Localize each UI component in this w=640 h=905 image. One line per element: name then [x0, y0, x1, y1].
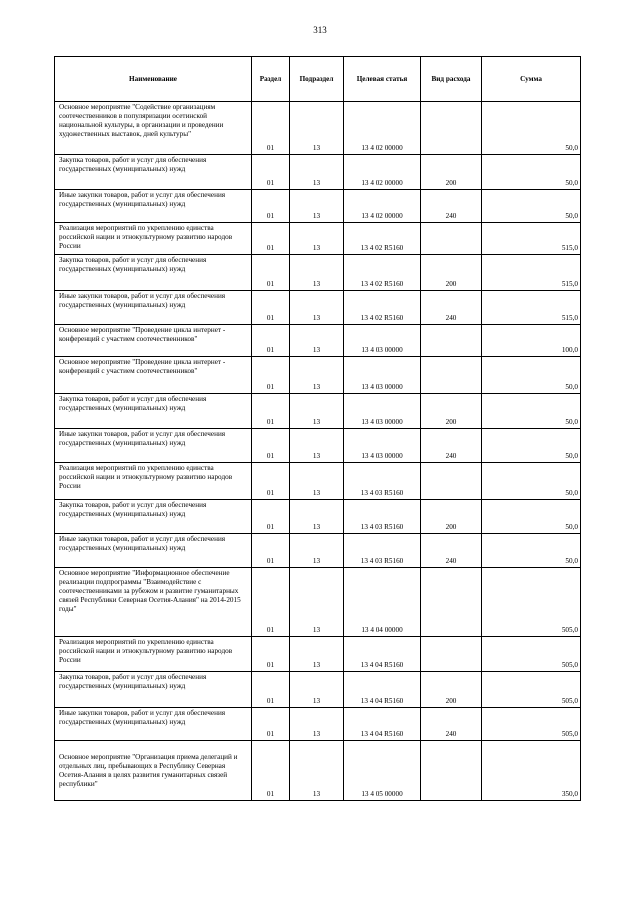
row-name: Иные закупки товаров, работ и услуг для обеспечения государственных (муниципальных) нужд [55, 708, 252, 741]
row-expense: 200 [421, 394, 482, 429]
row-subsection: 13 [290, 357, 344, 394]
header-name: Наименование [55, 57, 252, 102]
row-target: 13 4 05 00000 [344, 741, 421, 801]
row-target: 13 4 03 00000 [344, 429, 421, 463]
row-target: 13 4 02 00000 [344, 190, 421, 223]
row-subsection: 13 [290, 325, 344, 357]
row-expense [421, 357, 482, 394]
row-name: Реализация мероприятий по укреплению единства российской нации и этнокультурному развитию народов России [55, 223, 252, 255]
row-subsection: 13 [290, 708, 344, 741]
row-expense: 200 [421, 255, 482, 291]
table-row [55, 672, 581, 708]
row-expense [421, 223, 482, 255]
row-sum: 505,0 [482, 708, 581, 741]
row-expense [421, 568, 482, 637]
row-expense [421, 741, 482, 801]
row-subsection: 13 [290, 255, 344, 291]
row-sum: 50,0 [482, 155, 581, 190]
header-subsection: Подраздел [290, 57, 344, 102]
header-target: Целевая статья [344, 57, 421, 102]
row-expense: 200 [421, 155, 482, 190]
table-row [55, 463, 581, 500]
row-subsection: 13 [290, 741, 344, 801]
row-sum: 50,0 [482, 190, 581, 223]
budget-table [54, 56, 581, 801]
row-name: Основное мероприятие "Содействие организациям соотечественников в популяризации осетинской национальной культуры, в организации и проведении художественных выставок, дней культуры" [55, 102, 252, 155]
row-section: 01 [252, 500, 290, 534]
row-expense [421, 325, 482, 357]
row-name: Иные закупки товаров, работ и услуг для обеспечения государственных (муниципальных) нужд [55, 429, 252, 463]
table-row [55, 741, 581, 801]
header-sum: Сумма [482, 57, 581, 102]
header-section: Раздел [252, 57, 290, 102]
row-name: Основное мероприятие "Проведение цикла интернет - конференций с участием соотечественников" [55, 325, 252, 357]
row-sum: 50,0 [482, 357, 581, 394]
row-sum: 515,0 [482, 291, 581, 325]
table-row [55, 568, 581, 637]
row-section: 01 [252, 102, 290, 155]
row-target: 13 4 03 00000 [344, 394, 421, 429]
row-expense: 240 [421, 534, 482, 568]
row-subsection: 13 [290, 500, 344, 534]
row-section: 01 [252, 708, 290, 741]
row-subsection: 13 [290, 190, 344, 223]
table-row [55, 255, 581, 291]
row-subsection: 13 [290, 672, 344, 708]
table-row [55, 325, 581, 357]
row-target: 13 4 04 R5160 [344, 637, 421, 672]
row-subsection: 13 [290, 568, 344, 637]
row-name: Реализация мероприятий по укреплению единства российской нации и этнокультурному развитию народов России [55, 463, 252, 500]
table-row [55, 429, 581, 463]
row-expense: 200 [421, 672, 482, 708]
row-section: 01 [252, 255, 290, 291]
page-number: 313 [313, 25, 327, 35]
row-sum: 100,0 [482, 325, 581, 357]
row-target: 13 4 03 00000 [344, 357, 421, 394]
row-name: Основное мероприятие "Информационное обеспечение реализации подпрограммы "Взаимодействие с соотечественниками за рубежом и развитие гуманитарных связей Республики Северная Осетия-Алания" на 2014-2015 годы" [55, 568, 252, 637]
row-section: 01 [252, 429, 290, 463]
row-sum: 50,0 [482, 463, 581, 500]
row-name: Реализация мероприятий по укреплению единства российской нации и этнокультурному развитию народов России [55, 637, 252, 672]
row-section: 01 [252, 291, 290, 325]
row-sum: 505,0 [482, 637, 581, 672]
row-expense [421, 637, 482, 672]
row-section: 01 [252, 190, 290, 223]
row-section: 01 [252, 637, 290, 672]
row-target: 13 4 02 R5160 [344, 255, 421, 291]
row-subsection: 13 [290, 463, 344, 500]
row-section: 01 [252, 568, 290, 637]
table-row [55, 637, 581, 672]
row-section: 01 [252, 357, 290, 394]
row-target: 13 4 02 00000 [344, 155, 421, 190]
row-subsection: 13 [290, 534, 344, 568]
row-expense: 200 [421, 500, 482, 534]
table-row [55, 708, 581, 741]
row-name: Иные закупки товаров, работ и услуг для обеспечения государственных (муниципальных) нужд [55, 190, 252, 223]
row-expense: 240 [421, 190, 482, 223]
row-subsection: 13 [290, 637, 344, 672]
row-sum: 50,0 [482, 534, 581, 568]
row-name: Закупка товаров, работ и услуг для обеспечения государственных (муниципальных) нужд [55, 255, 252, 291]
row-target: 13 4 02 R5160 [344, 291, 421, 325]
row-target: 13 4 04 R5160 [344, 672, 421, 708]
row-name: Иные закупки товаров, работ и услуг для обеспечения государственных (муниципальных) нужд [55, 291, 252, 325]
row-sum: 505,0 [482, 672, 581, 708]
row-sum: 50,0 [482, 102, 581, 155]
row-name: Закупка товаров, работ и услуг для обеспечения государственных (муниципальных) нужд [55, 672, 252, 708]
row-target: 13 4 04 R5160 [344, 708, 421, 741]
row-section: 01 [252, 325, 290, 357]
row-sum: 50,0 [482, 429, 581, 463]
table-row [55, 155, 581, 190]
row-section: 01 [252, 463, 290, 500]
row-sum: 515,0 [482, 223, 581, 255]
row-sum: 505,0 [482, 568, 581, 637]
row-expense: 240 [421, 429, 482, 463]
row-subsection: 13 [290, 223, 344, 255]
row-sum: 50,0 [482, 394, 581, 429]
table-row [55, 500, 581, 534]
row-sum: 50,0 [482, 500, 581, 534]
row-target: 13 4 03 R5160 [344, 463, 421, 500]
row-section: 01 [252, 534, 290, 568]
row-name: Закупка товаров, работ и услуг для обеспечения государственных (муниципальных) нужд [55, 394, 252, 429]
table-row [55, 223, 581, 255]
row-expense: 240 [421, 291, 482, 325]
row-target: 13 4 03 R5160 [344, 534, 421, 568]
row-section: 01 [252, 672, 290, 708]
row-section: 01 [252, 741, 290, 801]
table-row [55, 357, 581, 394]
row-section: 01 [252, 155, 290, 190]
row-target: 13 4 03 00000 [344, 325, 421, 357]
table-row [55, 102, 581, 155]
row-name: Закупка товаров, работ и услуг для обеспечения государственных (муниципальных) нужд [55, 500, 252, 534]
row-subsection: 13 [290, 429, 344, 463]
header-expense: Вид расхода [421, 57, 482, 102]
table-row [55, 534, 581, 568]
row-sum: 515,0 [482, 255, 581, 291]
row-name: Основное мероприятие "Проведение цикла интернет - конференций с участием соотечественников" [55, 357, 252, 394]
row-subsection: 13 [290, 394, 344, 429]
table-row [55, 394, 581, 429]
row-name: Закупка товаров, работ и услуг для обеспечения государственных (муниципальных) нужд [55, 155, 252, 190]
row-section: 01 [252, 394, 290, 429]
table-row [55, 190, 581, 223]
row-target: 13 4 03 R5160 [344, 500, 421, 534]
row-subsection: 13 [290, 155, 344, 190]
row-section: 01 [252, 223, 290, 255]
row-name: Основное мероприятие "Организация приема делегаций и отдельных лиц, пребывающих в Республику Северная Осетия-Алания в целях развития гуманитарных связей республики" [55, 741, 252, 801]
row-expense [421, 463, 482, 500]
row-expense [421, 102, 482, 155]
row-target: 13 4 02 00000 [344, 102, 421, 155]
row-subsection: 13 [290, 102, 344, 155]
row-expense: 240 [421, 708, 482, 741]
row-subsection: 13 [290, 291, 344, 325]
row-sum: 350,0 [482, 741, 581, 801]
row-name: Иные закупки товаров, работ и услуг для обеспечения государственных (муниципальных) нужд [55, 534, 252, 568]
table-row [55, 291, 581, 325]
row-target: 13 4 04 00000 [344, 568, 421, 637]
row-target: 13 4 02 R5160 [344, 223, 421, 255]
table-header-row [55, 57, 581, 102]
